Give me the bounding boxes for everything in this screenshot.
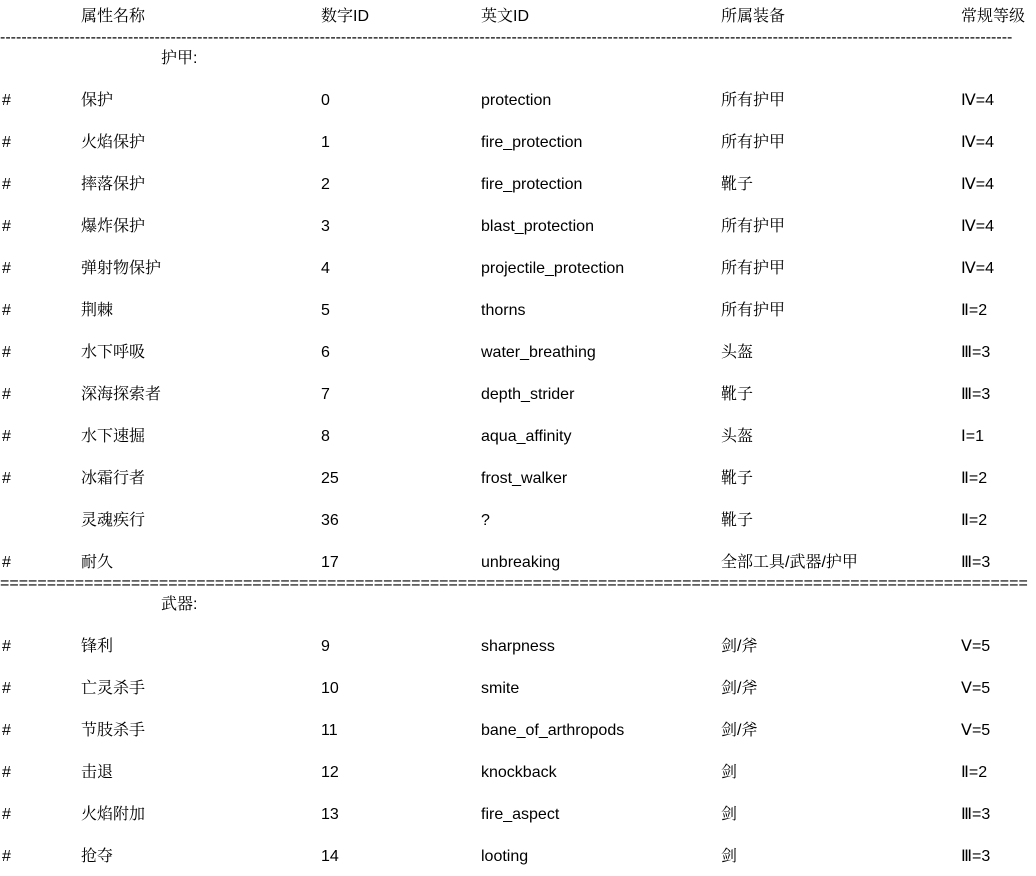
table-row xyxy=(0,216,1036,237)
table-row xyxy=(0,762,1036,783)
table-row xyxy=(0,720,1036,741)
equipment: 剑/斧 xyxy=(721,638,758,655)
enchantment-name: 保护 xyxy=(81,92,114,109)
level: Ⅲ=3 xyxy=(961,806,991,823)
enchantment-name: 节肢杀手 xyxy=(81,722,146,739)
equipment: 头盔 xyxy=(721,428,754,445)
english-id: frost_walker xyxy=(481,470,568,487)
row-hash: # xyxy=(2,764,11,781)
enchantment-name: 亡灵杀手 xyxy=(81,680,146,697)
row-hash: # xyxy=(2,344,11,361)
numeric-id: 3 xyxy=(321,218,330,235)
row-hash: # xyxy=(2,92,11,109)
english-id: thorns xyxy=(481,302,526,319)
equipment: 所有护甲 xyxy=(721,92,786,109)
equipment: 剑/斧 xyxy=(721,722,758,739)
enchantment-name: 深海探索者 xyxy=(81,386,162,403)
row-hash: # xyxy=(2,260,11,277)
numeric-id: 5 xyxy=(321,302,330,319)
row-hash: # xyxy=(2,218,11,235)
english-id: bane_of_arthropods xyxy=(481,722,625,739)
numeric-id: 4 xyxy=(321,260,330,277)
section-title-armor: 护甲: xyxy=(161,50,198,67)
level: Ⅳ=4 xyxy=(961,218,995,235)
enchantment-name: 火焰保护 xyxy=(81,134,146,151)
numeric-id: 14 xyxy=(321,848,339,865)
table-row xyxy=(0,552,1036,573)
equipment: 头盔 xyxy=(721,344,754,361)
equipment: 所有护甲 xyxy=(721,218,786,235)
enchantment-name: 击退 xyxy=(81,764,114,781)
row-hash: # xyxy=(2,554,11,571)
english-id: looting xyxy=(481,848,529,865)
level: Ⅱ=2 xyxy=(961,470,988,487)
enchantment-name: 弹射物保护 xyxy=(81,260,162,277)
double-divider-text: ============================================================================================================== xyxy=(0,575,1028,592)
row-hash: # xyxy=(2,176,11,193)
numeric-id: 11 xyxy=(321,722,338,739)
equipment: 剑/斧 xyxy=(721,680,758,697)
english-id: protection xyxy=(481,92,552,109)
dashed-divider-text: ---------------------------------------------------------------------------------------------------------------------------------------------------------------------------------------------- xyxy=(0,29,1013,46)
equipment: 剑 xyxy=(721,848,738,865)
enchantment-name: 灵魂疾行 xyxy=(81,512,146,529)
equipment: 所有护甲 xyxy=(721,302,786,319)
english-id: aqua_affinity xyxy=(481,428,572,445)
english-id: ? xyxy=(481,512,490,529)
column-header-level: 常规等级 xyxy=(961,8,1026,25)
level: Ⅲ=3 xyxy=(961,344,991,361)
row-hash: # xyxy=(2,806,11,823)
numeric-id: 8 xyxy=(321,428,330,445)
table-row xyxy=(0,384,1036,405)
row-hash: # xyxy=(2,386,11,403)
numeric-id: 0 xyxy=(321,92,330,109)
table-row xyxy=(0,468,1036,489)
double-divider xyxy=(0,573,1036,594)
row-hash: # xyxy=(2,134,11,151)
english-id: fire_aspect xyxy=(481,806,560,823)
equipment: 剑 xyxy=(721,806,738,823)
english-id: water_breathing xyxy=(481,344,596,361)
english-id: fire_protection xyxy=(481,134,583,151)
table-row xyxy=(0,342,1036,363)
enchantment-name: 爆炸保护 xyxy=(81,218,146,235)
enchantment-name: 耐久 xyxy=(81,554,114,571)
level: Ⅴ=5 xyxy=(961,638,991,655)
level: Ⅴ=5 xyxy=(961,680,991,697)
english-id: depth_strider xyxy=(481,386,575,403)
enchantment-name: 锋利 xyxy=(81,638,114,655)
level: Ⅲ=3 xyxy=(961,386,991,403)
numeric-id: 13 xyxy=(321,806,339,823)
numeric-id: 36 xyxy=(321,512,339,529)
equipment: 所有护甲 xyxy=(721,260,786,277)
numeric-id: 6 xyxy=(321,344,330,361)
enchantment-name: 水下呼吸 xyxy=(81,344,146,361)
table-row xyxy=(0,426,1036,447)
level: Ⅳ=4 xyxy=(961,92,995,109)
level: Ⅳ=4 xyxy=(961,134,995,151)
numeric-id: 7 xyxy=(321,386,330,403)
level: Ⅱ=2 xyxy=(961,764,988,781)
row-hash: # xyxy=(2,722,11,739)
level: Ⅱ=2 xyxy=(961,512,988,529)
equipment: 靴子 xyxy=(721,386,754,403)
english-id: fire_protection xyxy=(481,176,583,193)
dashed-divider xyxy=(0,27,1036,48)
row-hash: # xyxy=(2,470,11,487)
numeric-id: 2 xyxy=(321,176,330,193)
enchantment-name: 冰霜行者 xyxy=(81,470,146,487)
numeric-id: 17 xyxy=(321,554,339,571)
enchantment-name: 摔落保护 xyxy=(81,176,146,193)
equipment: 靴子 xyxy=(721,176,754,193)
level: Ⅱ=2 xyxy=(961,302,988,319)
equipment: 所有护甲 xyxy=(721,134,786,151)
enchantment-name: 水下速掘 xyxy=(81,428,146,445)
numeric-id: 9 xyxy=(321,638,330,655)
column-header-numeric-id: 数字ID xyxy=(321,8,370,25)
english-id: projectile_protection xyxy=(481,260,625,277)
english-id: sharpness xyxy=(481,638,555,655)
table-row xyxy=(0,258,1036,279)
level: Ⅳ=4 xyxy=(961,260,995,277)
level: Ⅳ=4 xyxy=(961,176,995,193)
english-id: unbreaking xyxy=(481,554,561,571)
level: Ⅲ=3 xyxy=(961,848,991,865)
equipment: 靴子 xyxy=(721,470,754,487)
table-row xyxy=(0,804,1036,825)
column-header-name: 属性名称 xyxy=(81,8,146,25)
row-hash: # xyxy=(2,680,11,697)
column-header-equipment: 所属装备 xyxy=(721,8,786,25)
numeric-id: 10 xyxy=(321,680,339,697)
english-id: smite xyxy=(481,680,520,697)
english-id: knockback xyxy=(481,764,557,781)
table-row xyxy=(0,846,1036,867)
table-row xyxy=(0,90,1036,111)
table-row xyxy=(0,300,1036,321)
enchantment-name: 荆棘 xyxy=(81,302,114,319)
section-weapons xyxy=(0,594,1036,615)
english-id: blast_protection xyxy=(481,218,594,235)
row-hash: # xyxy=(2,302,11,319)
level: Ⅰ=1 xyxy=(961,428,984,445)
numeric-id: 1 xyxy=(321,134,330,151)
row-hash: # xyxy=(2,848,11,865)
section-armor xyxy=(0,48,1036,69)
row-hash: # xyxy=(2,638,11,655)
table-row xyxy=(0,132,1036,153)
table-row xyxy=(0,174,1036,195)
enchantment-name: 抢夺 xyxy=(81,848,114,865)
column-header-english-id: 英文ID xyxy=(481,8,530,25)
level: Ⅴ=5 xyxy=(961,722,991,739)
numeric-id: 25 xyxy=(321,470,339,487)
enchantment-name: 火焰附加 xyxy=(81,806,146,823)
table-row xyxy=(0,636,1036,657)
row-hash: # xyxy=(2,428,11,445)
level: Ⅲ=3 xyxy=(961,554,991,571)
section-title-weapons: 武器: xyxy=(161,596,198,613)
table-header xyxy=(0,6,1036,27)
equipment: 全部工具/武器/护甲 xyxy=(721,554,858,571)
table-row xyxy=(0,510,1036,531)
equipment: 靴子 xyxy=(721,512,754,529)
equipment: 剑 xyxy=(721,764,738,781)
numeric-id: 12 xyxy=(321,764,339,781)
table-row xyxy=(0,678,1036,699)
